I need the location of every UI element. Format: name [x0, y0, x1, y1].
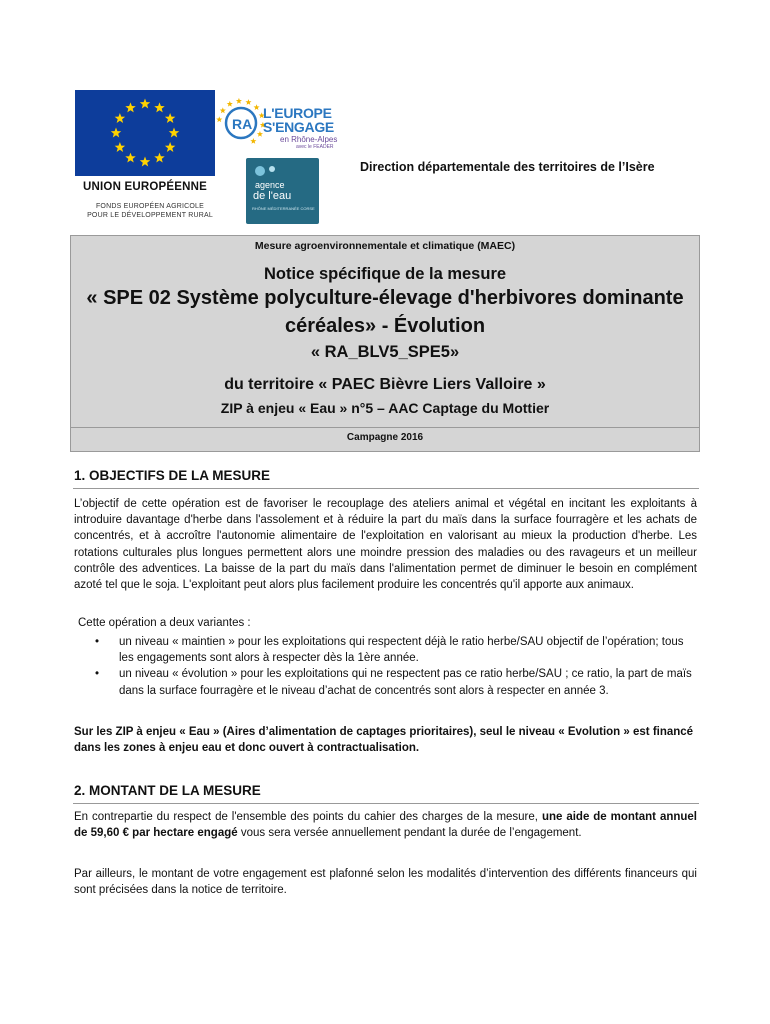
eu-star-icon: [169, 128, 179, 138]
montant-paragraph: [74, 809, 697, 841]
eu-star-icon: [115, 142, 125, 152]
variantes-intro: Cette opération a deux variantes :: [78, 617, 251, 629]
zip-label: ZIP à enjeu « Eau » n°5 – AAC Captage du Mottier: [220, 400, 550, 416]
title-box: [70, 235, 700, 452]
svg-text:RA: RA: [232, 116, 253, 132]
ra-engage-text: S'ENGAGE: [263, 119, 334, 135]
ra-feader-text: avec le FEADER: [296, 144, 334, 150]
zip-note: Sur les ZIP à enjeu « Eau » (Aires d’alimentation de captages prioritaires), seul le niveau « Evolution » est financé dans les zones à enjeu eau et donc ouvert à contractualisation.: [74, 726, 694, 755]
plafond-paragraph: Par ailleurs, le montant de votre engagement est plafonné selon les modalités d’intervention des différents financeurs qui sont précisées dans la notice de territoire.: [74, 868, 697, 897]
eu-star-icon: [165, 113, 175, 123]
eu-star-icon: [111, 128, 121, 138]
eu-star-icon: [154, 102, 164, 112]
eu-star-icon: [154, 153, 164, 163]
measure-code: « RA_BLV5_SPE5»: [310, 343, 460, 361]
territory-label: du territoire « PAEC Bièvre Liers Valloire »: [224, 376, 546, 393]
agence-subtext: RHÔNE MÉDITERRANÉE CORSE: [252, 206, 315, 211]
variantes-list: [95, 634, 700, 699]
montant-text-after: vous sera versée annuellement pendant la durée de l’engagement.: [237, 827, 582, 840]
water-drop-icon: [250, 161, 314, 179]
list-item: • un niveau « maintien » pour les exploitations qui respectent déjà le ratio herbe/SAU objectif de l’opération; tous les engagements sont alors à respecter dès la 1ère année.: [95, 634, 700, 666]
ra-star-icon: [227, 101, 233, 107]
eu-stars-icon: [75, 90, 215, 176]
montant-text-before: En contrepartie du respect de l'ensemble des points du cahier des charges de la mesure,: [74, 811, 542, 823]
eu-subtitle-line1: FONDS EUROPÉEN AGRICOLE: [95, 203, 205, 210]
eu-subtitle-line2: POUR LE DÉVELOPPEMENT RURAL: [87, 212, 213, 219]
eu-star-icon: [140, 99, 150, 109]
eu-title: UNION EUROPÉENNE: [83, 181, 207, 193]
section-title-objectifs: 1. OBJECTIFS DE LA MESURE: [74, 468, 271, 483]
ra-star-icon: [236, 98, 242, 104]
eu-star-icon: [140, 157, 150, 167]
eu-star-icon: [125, 102, 135, 112]
measure-title-line1: « SPE 02 Système polyculture-élevage d'herbivores dominante: [86, 287, 684, 309]
eu-subtitle: [75, 202, 225, 220]
ra-star-icon: [245, 99, 251, 105]
list-item: • un niveau « évolution » pour les exploitations qui ne respectent pas ce ratio herbe/SAU ; ce ratio, la part de maïs dans la surface fourragère et le niveau d’achat de concentrés sont alors à respecter en année 3.: [95, 666, 700, 698]
eu-star-icon: [165, 142, 175, 152]
eu-flag-logo: [75, 90, 215, 176]
eu-star-icon: [125, 153, 135, 163]
maec-label: Mesure agroenvironnementale et climatique (MAEC): [254, 240, 516, 252]
ra-region-text: en Rhône-Alpes: [280, 135, 338, 144]
agence-text-line2: de l'eau: [253, 190, 292, 202]
title-box-divider: [71, 427, 699, 428]
section-divider: [73, 488, 699, 489]
ra-star-icon: [250, 138, 256, 144]
ra-star-icon: [216, 116, 222, 122]
campaign-label: Campagne 2016: [346, 432, 424, 443]
ra-star-icon: [254, 104, 260, 110]
direction-label: Direction départementale des territoires de l’Isère: [360, 160, 655, 174]
section-title-montant: 2. MONTANT DE LA MESURE: [74, 783, 261, 798]
measure-title-line2: céréales» - Évolution: [284, 315, 486, 337]
objectifs-paragraph: L’objectif de cette opération est de favoriser le recouplage des ateliers animal et végétal en incitant les exploitants à introduire davantage d'herbe dans l'assolement et à réduire la part du maïs dans la surface fourragère et les achats de concentrés, et à accroître l'autonomie alimentaire de l'exploitation en valorisant au mieux la production d'herbe. Les rotations culturales plus longues permettent alors une moindre pression des maladies ou des ravageurs et un meilleur contrôle des adventices. La baisse de la part du maïs dans l'alimentation permet de diminuer le besoin en complément azoté tel que le soja. L'exploitant peut alors plus facilement produire les concentrés qu'il apporte aux animaux.: [74, 498, 697, 592]
agence-text-line1: agence: [255, 180, 285, 190]
montant-amount: une aide de montant annuel de 59,60 € par hectare engagé: [74, 811, 697, 840]
eu-star-icon: [115, 113, 125, 123]
section-divider: [73, 803, 699, 804]
ra-star-icon: [220, 107, 226, 113]
notice-title: Notice spécifique de la mesure: [263, 265, 507, 283]
ra-europe-text: L'EUROPE: [263, 105, 332, 121]
